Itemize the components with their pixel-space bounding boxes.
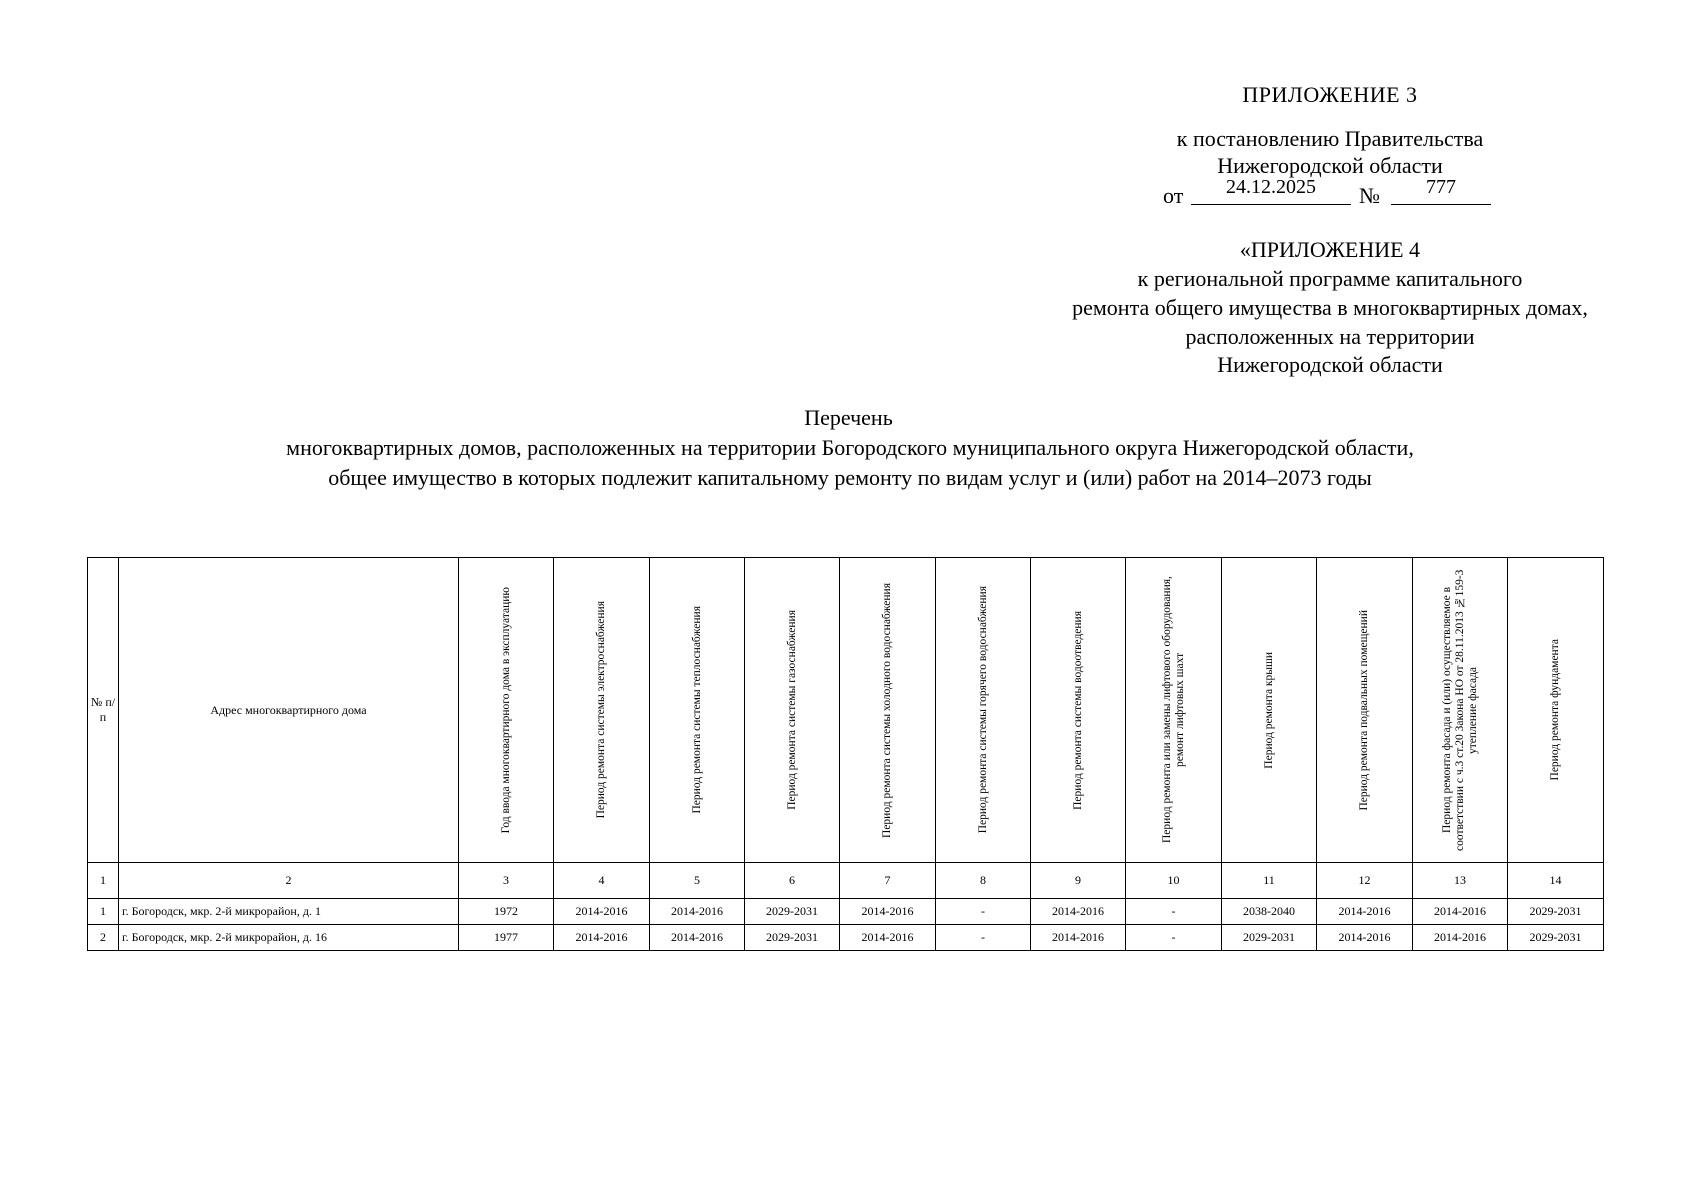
table-header-row xyxy=(88,558,1604,863)
program-appendix-line-4: Нижегородской области xyxy=(1217,352,1443,377)
program-appendix-line-1: к региональной программе капитального xyxy=(1137,266,1523,291)
period-cell: - xyxy=(936,925,1031,951)
period-cell: 2014-2016 xyxy=(554,925,650,951)
header-cell-heating: Период ремонта системы теплоснабжения xyxy=(650,558,745,863)
period-cell: 2029-2031 xyxy=(745,899,840,925)
column-number: 14 xyxy=(1508,863,1604,899)
header-cell-roof: Период ремонта крыши xyxy=(1222,558,1317,863)
column-number: 3 xyxy=(459,863,554,899)
period-cell: 2014-2016 xyxy=(1317,925,1413,951)
header-cell-basement: Период ремонта подвальных помещений xyxy=(1317,558,1413,863)
header-cell-drainage: Период ремонта системы водоотведения xyxy=(1031,558,1126,863)
period-cell: 2014-2016 xyxy=(1031,925,1126,951)
header-cell-address: Адрес многоквартирного дома xyxy=(119,558,459,863)
header-cell-hot-water: Период ремонта системы горячего водоснабжения xyxy=(936,558,1031,863)
row-number-cell: 1 xyxy=(88,899,119,925)
row-number-cell: 2 xyxy=(88,925,119,951)
appendix-date-row xyxy=(1163,177,1493,209)
column-number: 13 xyxy=(1413,863,1508,899)
appendix-line-2: Нижегородской области xyxy=(1217,153,1443,178)
table-column-numbers-row xyxy=(88,863,1604,899)
period-cell: 2029-2031 xyxy=(1508,899,1604,925)
period-cell: 2014-2016 xyxy=(840,925,936,951)
column-number: 6 xyxy=(745,863,840,899)
period-cell: 2029-2031 xyxy=(1222,925,1317,951)
number-field: 777 xyxy=(1391,177,1491,205)
period-cell: 2029-2031 xyxy=(1508,925,1604,951)
column-number: 12 xyxy=(1317,863,1413,899)
period-cell: - xyxy=(936,899,1031,925)
year-cell: 1977 xyxy=(459,925,554,951)
date-field: 24.12.2025 xyxy=(1191,177,1351,205)
appendix-title: ПРИЛОЖЕНИЕ 3 xyxy=(1242,82,1418,107)
header-cell-gas: Период ремонта системы газоснабжения xyxy=(745,558,840,863)
period-cell: - xyxy=(1126,925,1222,951)
header-cell-commission-year: Год ввода многоквартирного дома в эксплуатацию xyxy=(459,558,554,863)
document-title xyxy=(0,405,1697,431)
column-number: 2 xyxy=(119,863,459,899)
column-number: 4 xyxy=(554,863,650,899)
period-cell: 2014-2016 xyxy=(650,899,745,925)
address-cell: г. Богородск, мкр. 2-й микрорайон, д. 16 xyxy=(119,925,459,951)
date-from-label: от xyxy=(1163,183,1184,208)
program-appendix-line-2: ремонта общего имущества в многоквартирных домах, xyxy=(1072,295,1588,320)
period-cell: 2014-2016 xyxy=(1317,899,1413,925)
number-label: № xyxy=(1359,183,1380,208)
period-cell: 2014-2016 xyxy=(1413,925,1508,951)
program-appendix-line-3: расположенных на территории xyxy=(1185,324,1475,349)
column-number: 9 xyxy=(1031,863,1126,899)
column-number: 5 xyxy=(650,863,745,899)
houses-table xyxy=(87,557,1604,951)
period-cell: - xyxy=(1126,899,1222,925)
column-number: 11 xyxy=(1222,863,1317,899)
period-cell: 2014-2016 xyxy=(840,899,936,925)
header-cell-facade: Период ремонта фасада и (или) осуществляемое в соответствии с ч.3 ст.20 Закона НО от 28.11.2013 №159-З утепление фасада xyxy=(1413,558,1508,863)
appendix-line-1: к постановлению Правительства xyxy=(1176,126,1484,151)
column-number: 1 xyxy=(88,863,119,899)
period-cell: 2014-2016 xyxy=(554,899,650,925)
period-cell: 2038-2040 xyxy=(1222,899,1317,925)
document-subtitle-1: многоквартирных домов, расположенных на территории Богородского муниципального округа Нижегородской области, xyxy=(286,435,1414,460)
document-subtitle-2: общее имущество в которых подлежит капитальному ремонту по видам услуг и (или) работ на 2014–2073 годы xyxy=(328,465,1372,490)
period-cell: 2014-2016 xyxy=(650,925,745,951)
period-cell: 2014-2016 xyxy=(1413,899,1508,925)
column-number: 8 xyxy=(936,863,1031,899)
table-row xyxy=(88,899,1604,925)
header-cell-foundation: Период ремонта фундамента xyxy=(1508,558,1604,863)
header-cell-electricity: Период ремонта системы электроснабжения xyxy=(554,558,650,863)
period-cell: 2029-2031 xyxy=(745,925,840,951)
program-appendix-title: «ПРИЛОЖЕНИЕ 4 xyxy=(1239,237,1421,262)
header-cell-cold-water: Период ремонта системы холодного водоснабжения xyxy=(840,558,936,863)
header-cell-number: № п/п xyxy=(88,558,119,863)
period-cell: 2014-2016 xyxy=(1031,899,1126,925)
document-title-text: Перечень xyxy=(804,405,893,430)
column-number: 7 xyxy=(840,863,936,899)
table-row xyxy=(88,925,1604,951)
address-cell: г. Богородск, мкр. 2-й микрорайон, д. 1 xyxy=(119,899,459,925)
column-number: 10 xyxy=(1126,863,1222,899)
header-cell-elevator: Период ремонта или замены лифтового оборудования, ремонт лифтовых шахт xyxy=(1126,558,1222,863)
year-cell: 1972 xyxy=(459,899,554,925)
